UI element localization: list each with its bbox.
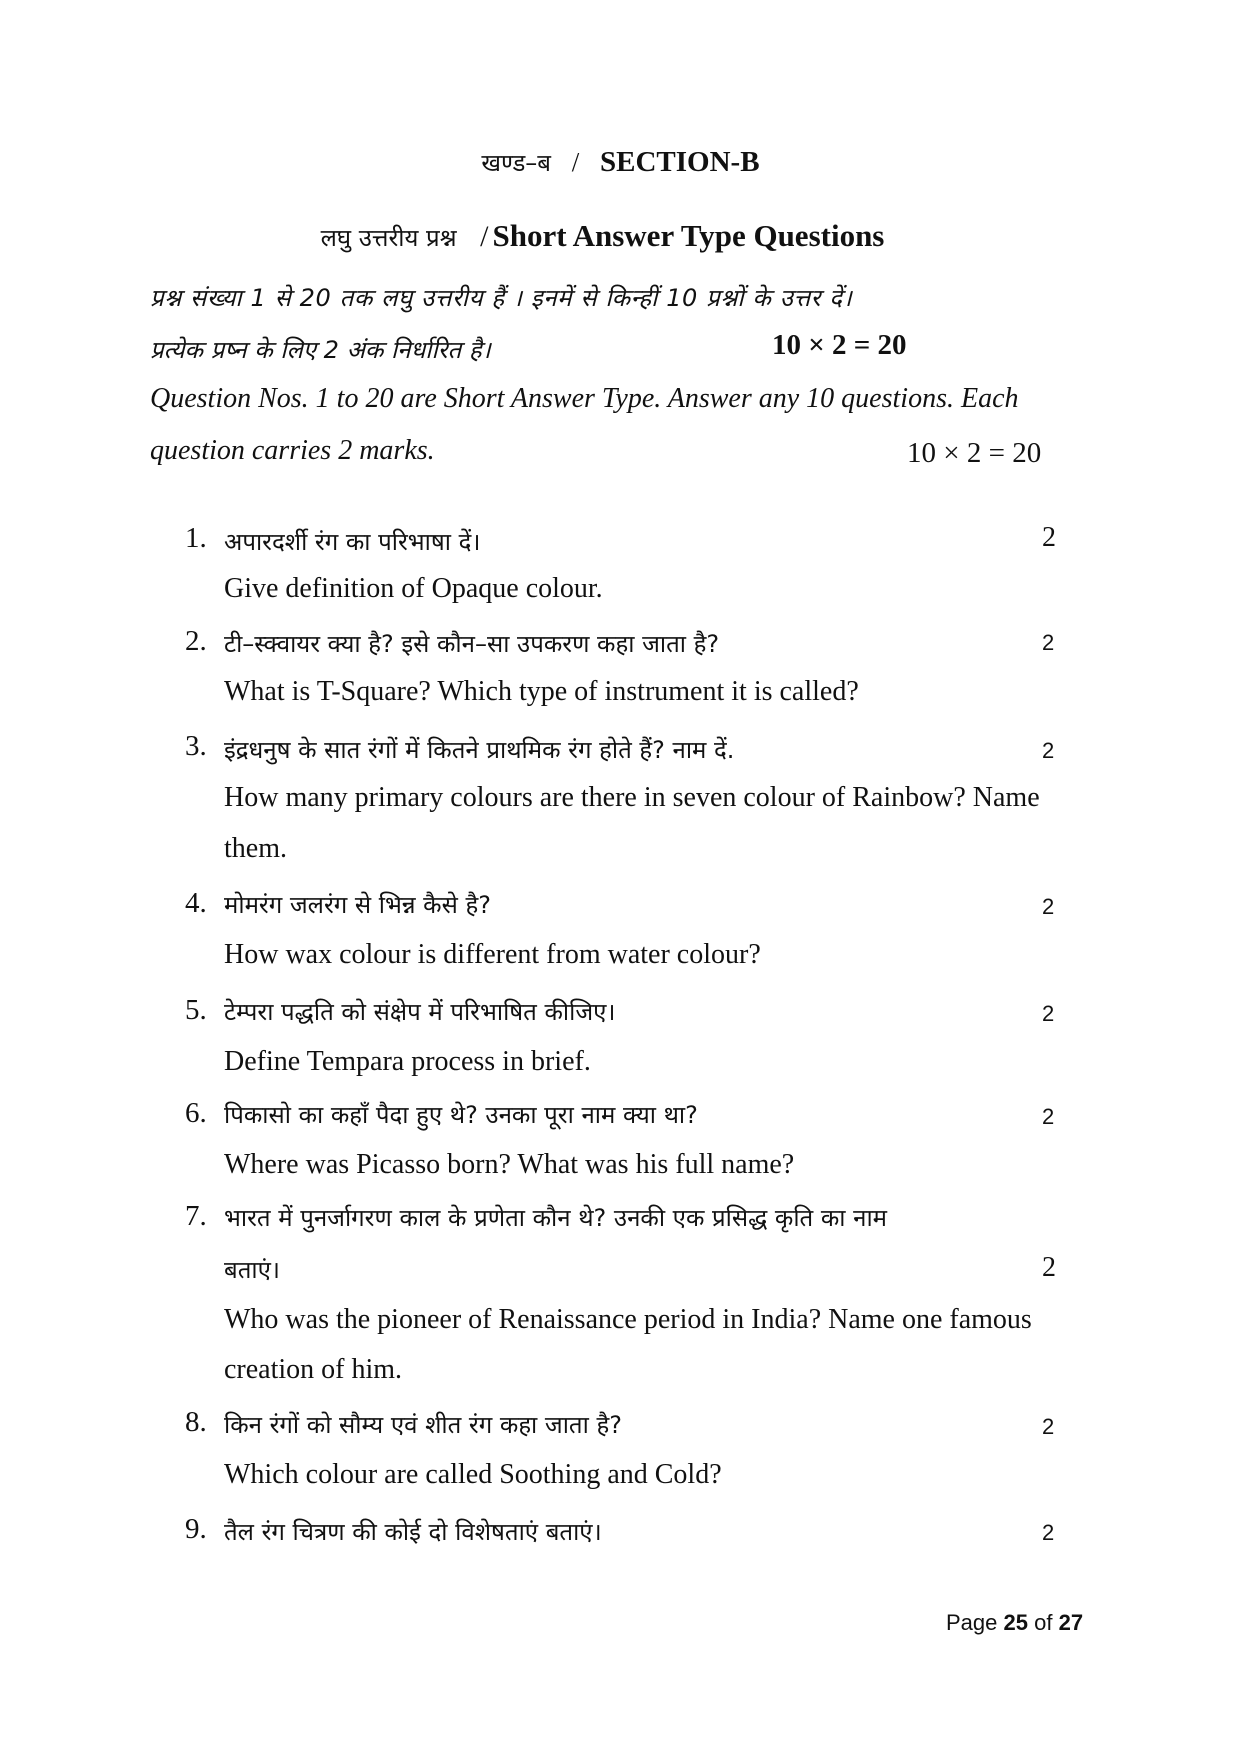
question-text-hindi: टी–स्क्वायर क्या है? इसे कौन–सा उपकरण कहा जाता है?	[224, 630, 720, 658]
question-marks: 2	[1042, 1520, 1055, 1545]
question-text-hindi: पिकासो का कहाँ पैदा हुए थे? उनका पूरा नाम क्या था?	[224, 1101, 698, 1129]
question-text-hindi: तैल रंग चित्रण की कोई दो विशेषताएं बताएं।	[224, 1518, 602, 1546]
question-marks: 2	[1042, 522, 1056, 553]
question-type-hindi: लघु उत्तरीय प्रश्न	[320, 224, 457, 252]
instruction-english-line-2: question carries 2 marks.	[150, 435, 435, 466]
question-text-hindi-line-1: भारत में पुनर्जागरण काल के प्रणेता कौन थे? उनकी एक प्रसिद्ध कृति का नाम	[224, 1204, 888, 1232]
question-marks: 2	[1042, 1252, 1056, 1283]
instruction-hindi-line-1: प्रश्न संख्या 1 से 20 तक लघु उत्तरीय हैं । इनमें से किन्हीं 10 प्रश्नों के उत्तर दें।	[150, 284, 853, 312]
question-text-english-line-1: How many primary colours are there in seven colour of Rainbow? Name	[224, 782, 1040, 813]
question-number: 8.	[185, 1406, 207, 1438]
question-marks: 2	[1042, 1414, 1055, 1439]
question-number: 1.	[185, 522, 207, 554]
question-marks: 2	[1042, 1104, 1055, 1129]
type-separator: /	[480, 220, 489, 253]
question-text-hindi: अपारदर्शी रंग का परिभाषा दें।	[224, 528, 481, 556]
question-number: 3.	[185, 730, 207, 762]
question-text-english: Where was Picasso born? What was his full name?	[224, 1149, 795, 1180]
current-page-number: 25	[1003, 1610, 1028, 1635]
marks-formula-english: 10 × 2 = 20	[907, 437, 1042, 469]
instruction-english-line-1: Question Nos. 1 to 20 are Short Answer Type. Answer any 10 questions. Each	[150, 383, 1019, 414]
question-text-hindi: किन रंगों को सौम्य एवं शीत रंग कहा जाता है?	[224, 1411, 622, 1439]
question-text-hindi: टेम्परा पद्धति को संक्षेप में परिभाषित कीजिए।	[224, 998, 616, 1026]
question-text-english: What is T-Square? Which type of instrument it is called?	[224, 676, 859, 707]
question-text-english: Define Tempara process in brief.	[224, 1046, 591, 1077]
question-number: 4.	[185, 887, 207, 919]
question-text-english: Give definition of Opaque colour.	[224, 573, 603, 604]
question-text-hindi: मोमरंग जलरंग से भिन्न कैसे है?	[224, 891, 491, 919]
instruction-hindi-line-2: प्रत्येक प्रष्न के लिए 2 अंक निर्धारित है।	[150, 336, 491, 364]
page-footer	[946, 1610, 1083, 1636]
question-text-english: Which colour are called Soothing and Cold?	[224, 1459, 722, 1490]
question-number: 9.	[185, 1513, 207, 1545]
of-word: of	[1034, 1610, 1053, 1635]
question-type-heading	[0, 218, 1223, 254]
question-number: 2.	[185, 625, 207, 657]
section-title-hindi: खण्ड–ब	[481, 149, 551, 177]
question-text-hindi: इंद्रधनुष के सात रंगों में कितने प्राथमिक रंग होते हैं? नाम दें.	[224, 736, 735, 764]
question-number: 6.	[185, 1097, 207, 1129]
question-marks: 2	[1042, 630, 1055, 655]
heading-separator: /	[571, 147, 580, 177]
question-marks: 2	[1042, 1001, 1055, 1026]
question-text-english-line-1: Who was the pioneer of Renaissance period in India? Name one famous	[224, 1304, 1032, 1335]
question-marks: 2	[1042, 894, 1055, 919]
question-type-english: Short Answer Type Questions	[492, 218, 885, 253]
question-number: 5.	[185, 994, 207, 1026]
marks-formula-hindi: 10 × 2 = 20	[772, 329, 907, 361]
section-heading	[0, 146, 1241, 179]
question-text-english-line-2: creation of him.	[224, 1354, 403, 1385]
question-text-hindi-line-2: बताएं।	[224, 1256, 280, 1284]
question-marks: 2	[1042, 738, 1055, 763]
total-page-count: 27	[1058, 1610, 1084, 1635]
section-title-english: SECTION-B	[600, 146, 760, 178]
page-word: Page	[946, 1610, 998, 1635]
question-text-english-line-2: them.	[224, 833, 287, 864]
question-number: 7.	[185, 1200, 207, 1232]
question-text-english: How wax colour is different from water colour?	[224, 939, 761, 970]
